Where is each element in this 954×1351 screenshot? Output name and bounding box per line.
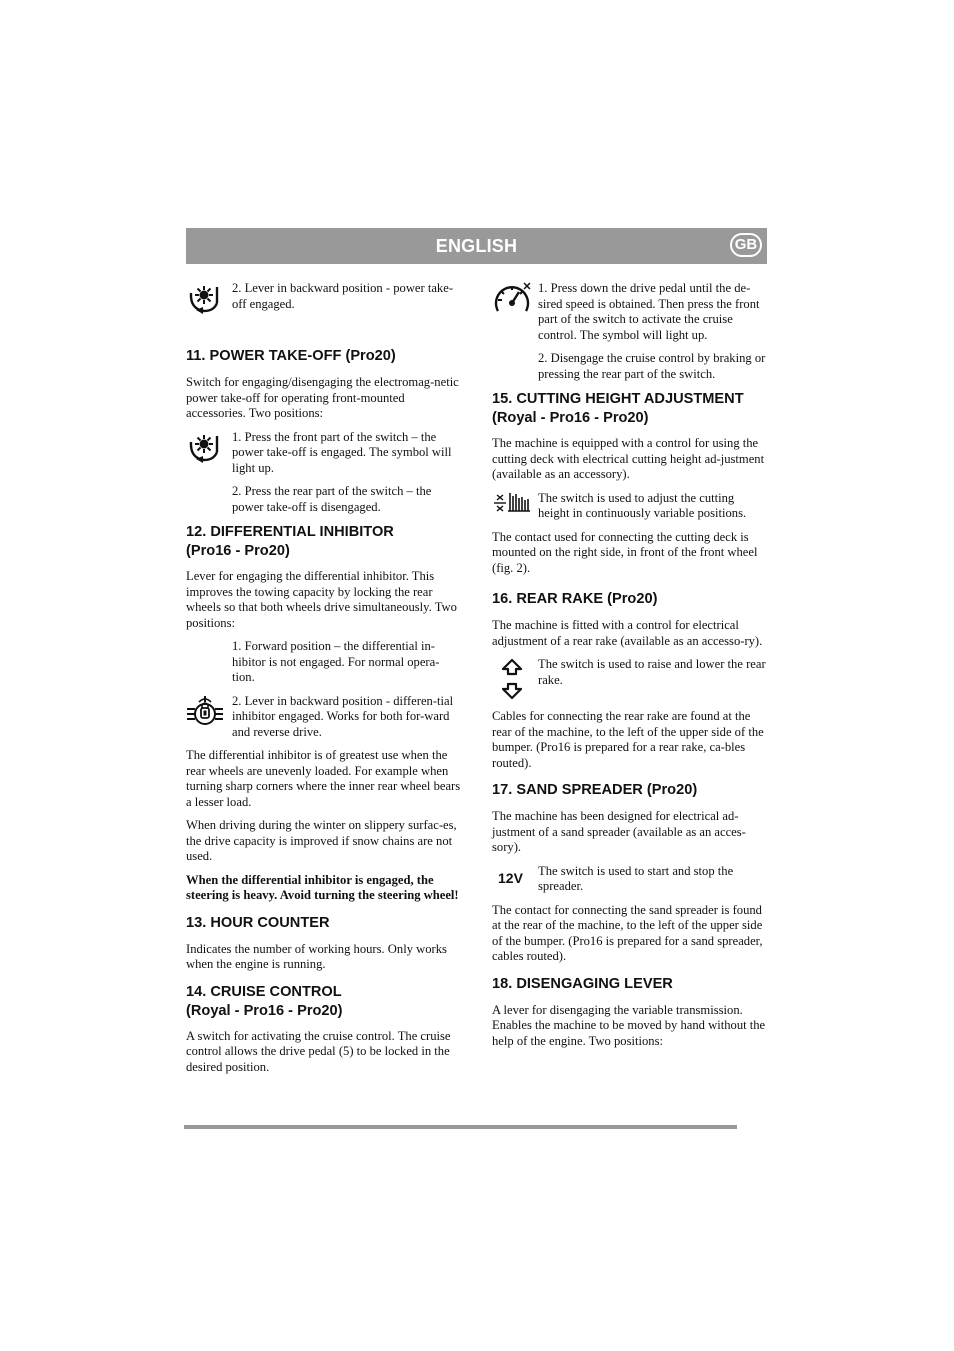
pto-switch-position-1 (186, 430, 461, 477)
pto-switch-icon (186, 430, 232, 477)
section-11-intro: Switch for engaging/disengaging the electromag-netic power take-off for operating front-mounted accessories. Two positions: (186, 375, 459, 420)
section-11-pos1: 1. Press the front part of the switch – the power take-off is engaged. The symbol will light up. (232, 429, 452, 475)
right-column (492, 281, 767, 1057)
diff-lock-position-2 (186, 694, 461, 741)
rear-rake-switch-item (492, 657, 767, 701)
differential-lock-icon (186, 694, 232, 741)
section-15-intro: The machine is equipped with a control for using the cutting deck with electrical cutting height ad-justment (available as an accessory). (492, 436, 765, 481)
section-17-heading: 17. SAND SPREADER (Pro20) (492, 782, 698, 798)
section-14-heading-line1: 14. CRUISE CONTROL (186, 983, 342, 1000)
section-14-heading-line2: (Royal - Pro16 - Pro20) (186, 1002, 343, 1019)
cruise-pos1-text: 1. Press down the drive pedal until the de-sired speed is obtained. Then press the front part of the switch to activate the cruise control. The symbol will light up. (538, 281, 760, 342)
section-15-heading-line2: (Royal - Pro16 - Pro20) (492, 410, 649, 426)
pto-engaged-icon (186, 281, 232, 317)
raise-lower-arrows-icon (492, 657, 538, 701)
sand-spreader-switch-item (492, 864, 767, 895)
cruise-control-icon (492, 281, 538, 343)
pto-lever-backward-text: 2. Lever in backward position - power take-off engaged. (232, 281, 454, 311)
section-16-switch: The switch is used to raise and lower the rear rake. (538, 657, 766, 687)
language-header-bar (186, 228, 767, 264)
section-12-heading-line1: 12. DIFFERENTIAL INHIBITOR (186, 524, 394, 540)
left-column (186, 281, 461, 1083)
country-badge: GB (730, 233, 762, 257)
section-13-heading: 13. HOUR COUNTER (186, 914, 330, 931)
section-17-contact: The contact for connecting the sand spreader is found at the rear of the machine, to the left of the upper side of the bumper. (Pro16 is prepared for a sand spreader, cables routed). (492, 902, 763, 963)
12v-icon (492, 864, 538, 895)
section-12-winter: When driving during the winter on slippery surfac-es, the drive capacity is improved if snow chains are not used. (186, 818, 457, 863)
section-15-switch: The switch is used to adjust the cutting height in continuously variable positions. (538, 490, 747, 520)
section-18-heading: 18. DISENGAGING LEVER (492, 975, 673, 992)
section-17-intro: The machine has been designed for electrical ad-justment of a sand spreader (available as an acces-sory). (492, 809, 746, 854)
section-17-switch: The switch is used to start and stop the spreader. (538, 863, 734, 893)
cruise-position-1 (492, 281, 767, 343)
section-14-heading (186, 983, 461, 1021)
pto-lever-backward-item (186, 281, 461, 317)
language-title: ENGLISH (435, 236, 518, 256)
section-14-text: A switch for activating the cruise control. The cruise control allows the drive pedal (5) to be locked in the desired position. (186, 1028, 451, 1074)
section-16-heading: 16. REAR RAKE (Pro20) (492, 591, 658, 607)
cruise-pos2-text: 2. Disengage the cruise control by braking or pressing the rear part of the switch. (538, 351, 766, 381)
section-15-contact: The contact used for connecting the cutting deck is mounted on the right side, in front of the front wheel (fig. 2). (492, 529, 758, 575)
section-12-use: The differential inhibitor is of greatest use when the rear wheels are unevenly loaded. For example when turning sharp corners where the inner rear wheel bears a lesser load. (186, 748, 461, 809)
section-15-heading-line1: 15. CUTTING HEIGHT ADJUSTMENT (492, 391, 744, 407)
section-13-text: Indicates the number of working hours. Only works when the engine is running. (186, 941, 447, 971)
section-16-cables: Cables for connecting the rear rake are found at the rear of the machine, to the left of the upper side of the bumper. (Pro16 is prepared for a rear rake, ca-bles routed). (492, 709, 764, 770)
section-12-intro: Lever for engaging the differential inhibitor. This improves the towing capacity by locking the rear wheels so that both wheels drive simultaneously. Two positions: (186, 569, 457, 630)
section-12-heading-line2: (Pro16 - Pro20) (186, 543, 290, 559)
section-16-intro: The machine is fitted with a control for electrical adjustment of a rear rake (available as an accesso-ry). (492, 618, 763, 648)
cutting-height-icon (492, 491, 538, 522)
section-12-heading (186, 523, 461, 561)
section-12-pos2: 2. Lever in backward position - differen-tial inhibitor engaged. Works for both for-ward and reverse drive. (232, 693, 454, 739)
section-11-heading: 11. POWER TAKE-OFF (Pro20) (186, 348, 396, 364)
section-18-text: A lever for disengaging the variable transmission. Enables the machine to be moved by hand without the help of the engine. Two positions: (492, 1002, 766, 1048)
section-12-warning: When the differential inhibitor is engaged, the steering is heavy. Avoid turning the steering wheel! (186, 872, 459, 902)
footer-rule (184, 1125, 737, 1129)
section-12-pos1: 1. Forward position – the differential in-hibitor is not engaged. For normal opera-tion. (232, 639, 440, 684)
section-11-pos2: 2. Press the rear part of the switch – the power take-off is disengaged. (232, 484, 432, 514)
12v-label: 12V (498, 869, 523, 886)
cutting-height-switch-item (492, 491, 767, 522)
section-15-heading (492, 390, 767, 428)
